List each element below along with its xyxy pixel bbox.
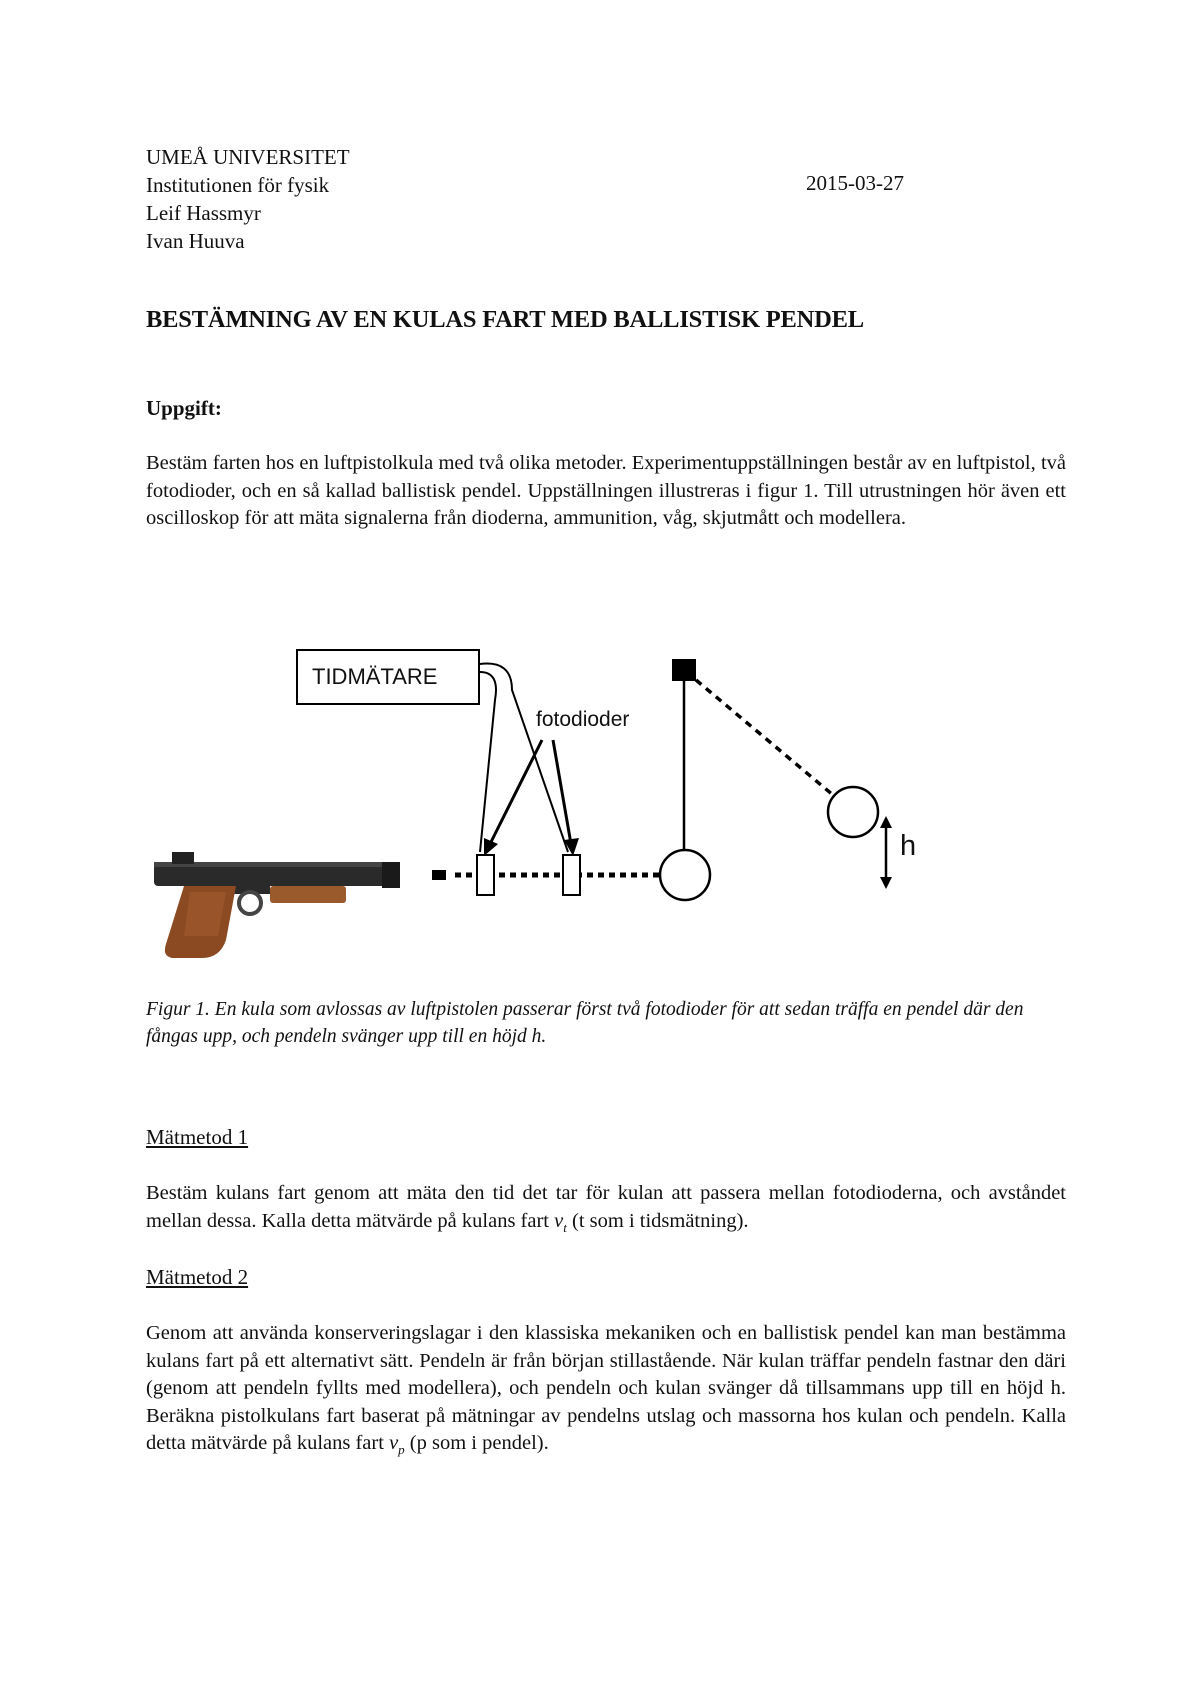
air-pistol-image <box>154 852 400 958</box>
document-title: BESTÄMNING AV EN KULAS FART MED BALLISTISK PENDEL <box>146 306 864 333</box>
task-paragraph: Bestäm farten hos en luftpistolkula med två olika metoder. Experimentuppställningen består av en luftpistol, två fotodioder, och en så kallad ballistisk pendel. Uppställningen illustreras i figur 1. Till utrustningen hör även ett oscilloskop för att mäta signalerna från dioderna, ammunition, våg, skjutmått och modellera. <box>146 452 1066 529</box>
photodiode-1 <box>477 855 494 895</box>
pendulum-swung-bob <box>828 787 878 837</box>
bullet <box>432 870 446 880</box>
timer-box: TIDMÄTARE <box>296 649 480 705</box>
cable-1 <box>480 672 496 852</box>
figure-caption: Figur 1. En kula som avlossas av luftpistolen passerar först två fotodioder för att sedan träffa en pendel där den fångas upp, och pendeln svänger upp till en höjd h. <box>146 999 1024 1047</box>
author-name: Ivan Huuva <box>146 229 245 253</box>
author-name: Leif Hassmyr <box>146 201 261 225</box>
method1-paragraph: Bestäm kulans fart genom att mäta den tid det tar för kulan att passera mellan fotodioderna, och avståndet mellan dessa. Kalla detta mätvärde på kulans fart $v_t$ (t som i tidsmätning). <box>146 1182 1066 1235</box>
photodiode-label: fotodioder <box>536 708 630 731</box>
university-name: UMEÅ UNIVERSITET <box>146 145 350 169</box>
method2-heading: Mätmetod 2 <box>146 1265 249 1289</box>
photodiode-2 <box>563 855 580 895</box>
height-label: h <box>900 830 917 862</box>
pendulum-swung-string <box>696 680 833 795</box>
method2-paragraph: Genom att använda konserveringslagar i den klassiska mekaniken och en ballistisk pendel kan man bestämma kulans fart på ett alternativt sätt. Pendeln är från början stillastående. När kulan träffar pendeln fastnar den däri (genom att pendeln fyllts med modellera), och pendeln och kulan svänger då tillsammans upp till en höjd h. Beräkna pistolkulans fart baserat på mätningar av pendelns utslag och massorna hos kulan och pendeln. Kalla detta mätvärde på kulans fart $v_p$ (p som i pendel). <box>146 1322 1066 1458</box>
document-date: 2015-03-27 <box>806 171 904 195</box>
method1-heading: Mätmetod 1 <box>146 1125 249 1149</box>
arrow-2 <box>553 740 571 844</box>
task-heading: Uppgift: <box>146 396 222 420</box>
pendulum-bob <box>660 850 710 900</box>
pendulum-pivot <box>672 659 696 681</box>
arrow-1 <box>489 740 542 846</box>
department-name: Institutionen för fysik <box>146 173 330 197</box>
